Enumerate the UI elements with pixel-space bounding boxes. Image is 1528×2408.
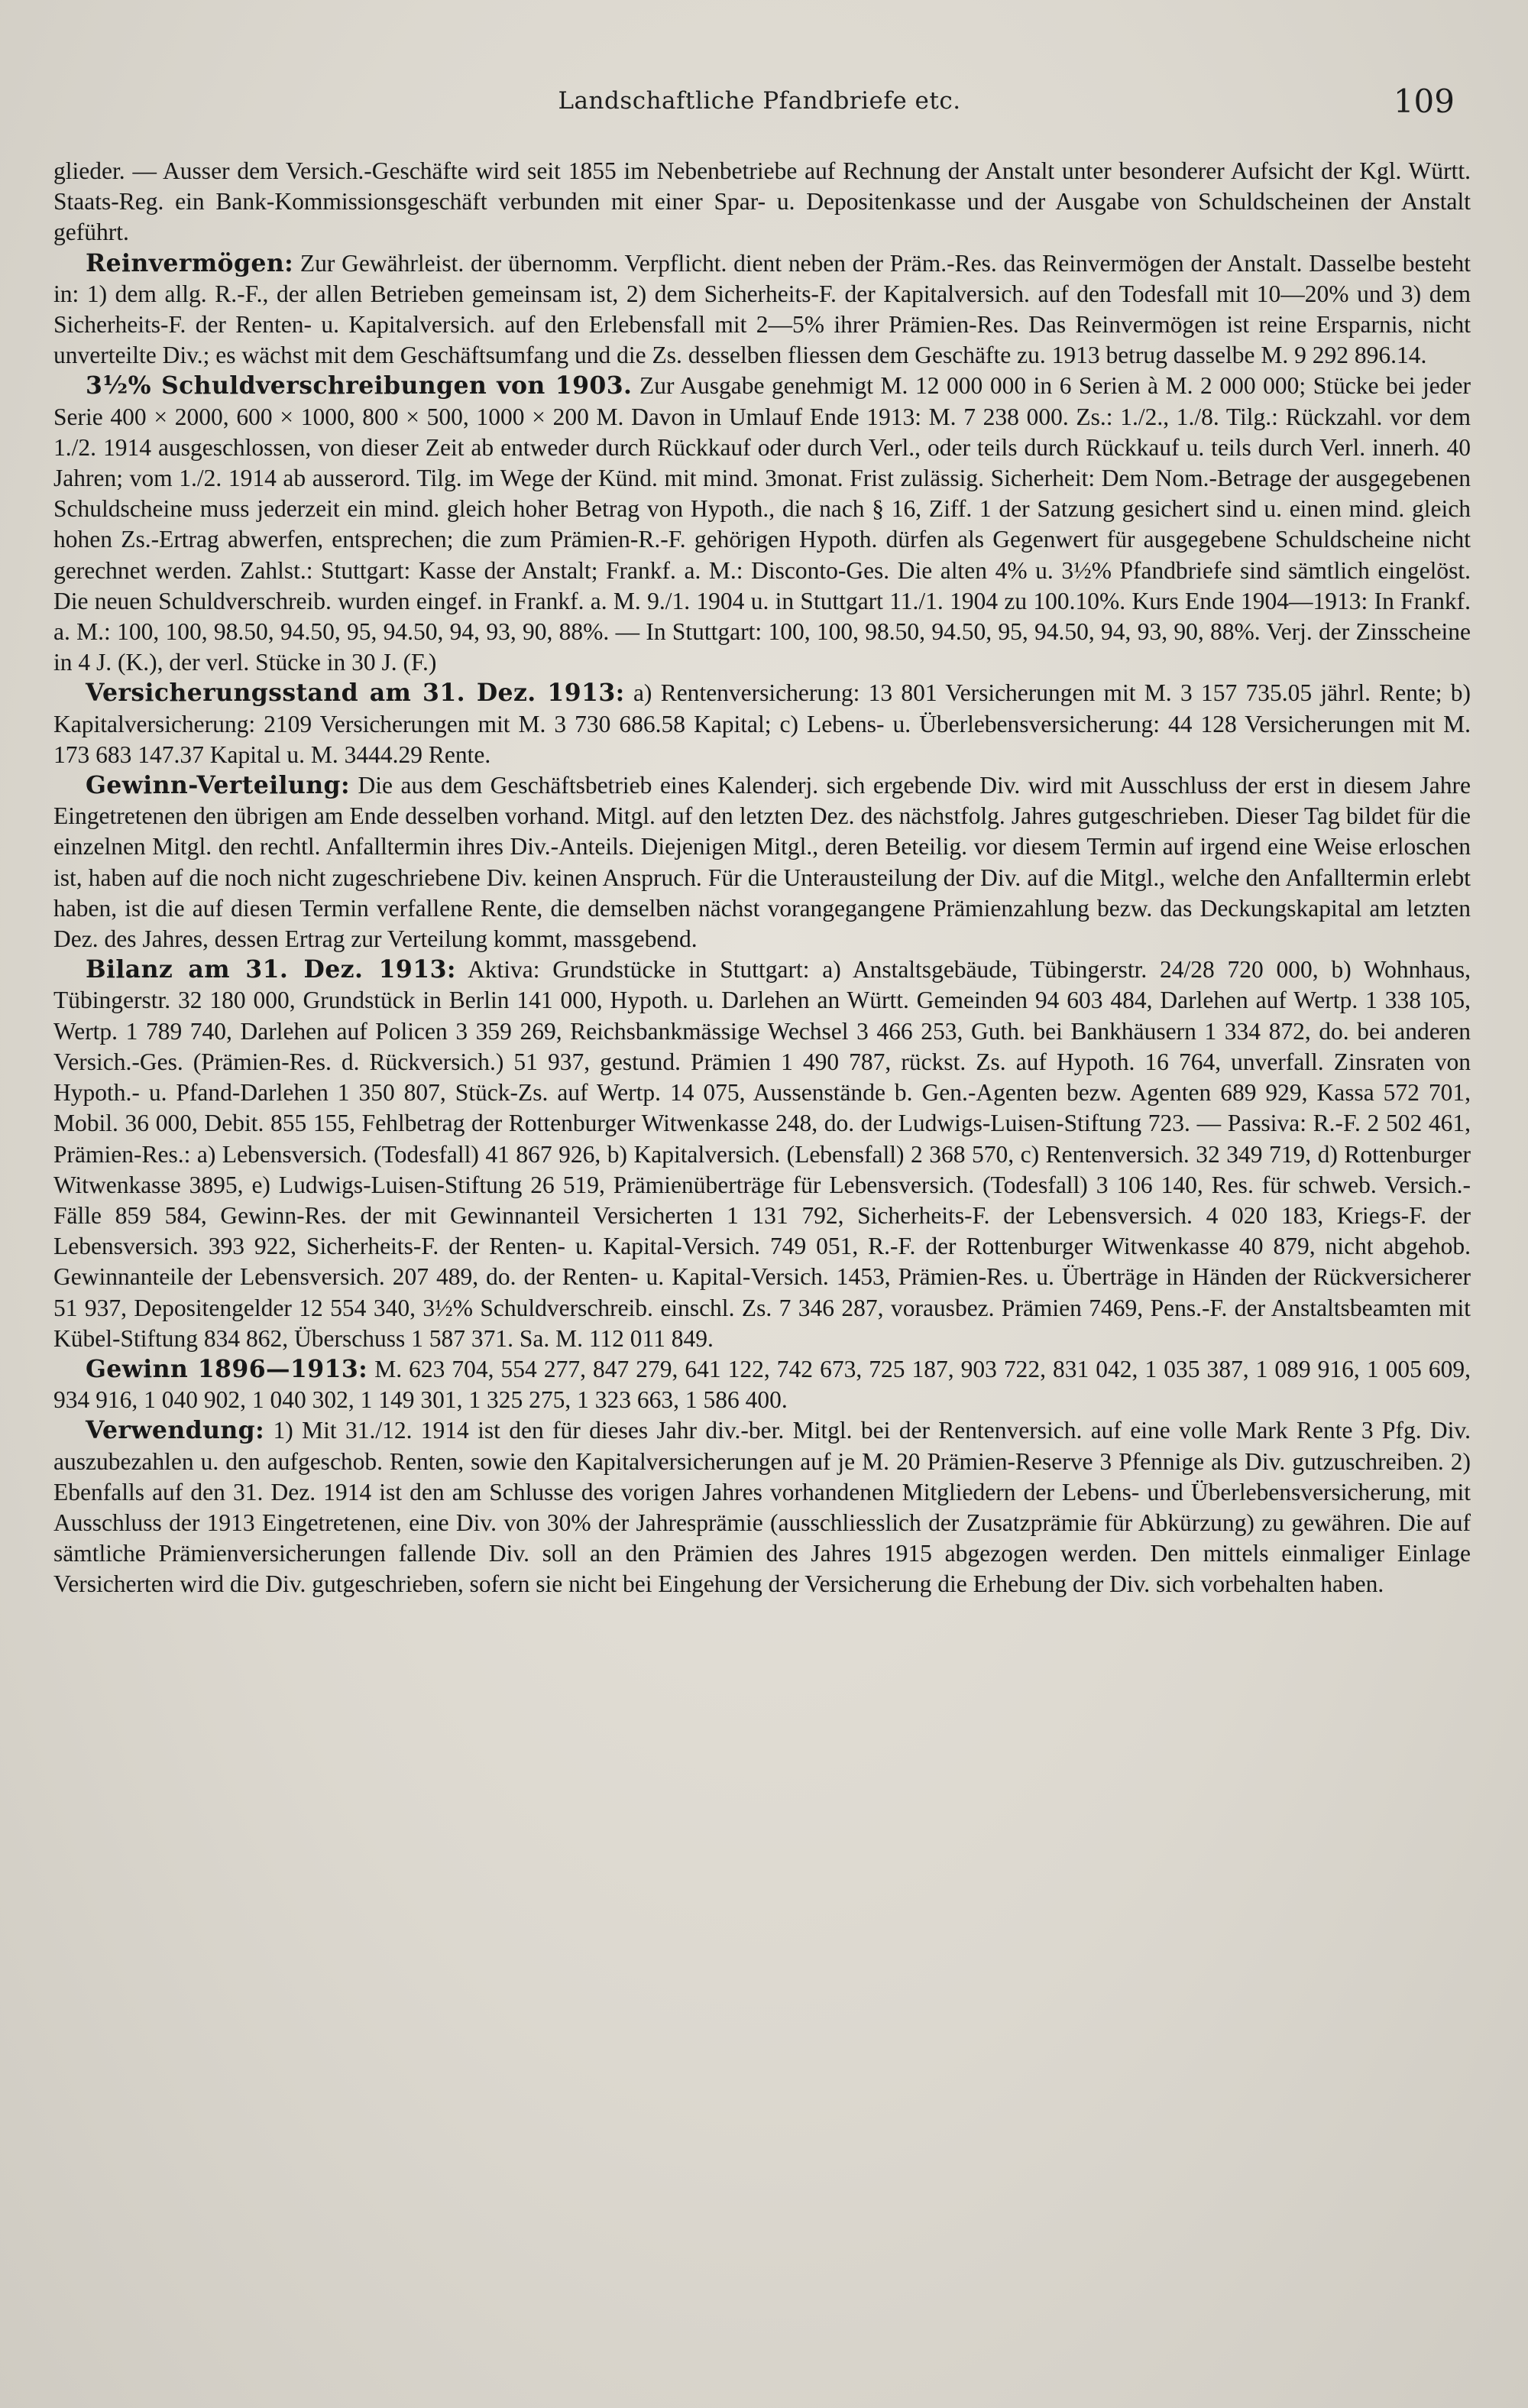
- paragraph-heading: Verwendung:: [86, 1416, 265, 1445]
- running-title: Landschaftliche Pfandbriefe etc.: [558, 87, 961, 115]
- page-number: 109: [1393, 83, 1455, 120]
- paragraph-heading: Gewinn-Verteilung:: [86, 771, 350, 800]
- paragraph-text: a) Rentenversicherung: 13 801 Versicherungen mit M. 3 157 735.05 jährl. Rente; b) Kapitalversicherung: 2109 Versicherungen mit M. 3 730 686.58 Kapital; c) Lebens- u. Überlebensversicherung: 44 128 Versicherungen mit M. 173 683 147.37 Kapital u. M. 3444.29 Rente.: [53, 679, 1471, 768]
- paragraph-text: M. 623 704, 554 277, 847 279, 641 122, 742 673, 725 187, 903 722, 831 042, 1 035 387, 1 089 916, 1 005 609, 934 916, 1 040 902, 1 040 302, 1 149 301, 1 325 275, 1 323 663, 1 586 400.: [53, 1355, 1471, 1414]
- paragraph-text: Zur Ausgabe genehmigt M. 12 000 000 in 6 Serien à M. 2 000 000; Stücke bei jeder Serie 400 × 2000, 600 × 1000, 800 × 500, 1000 × 200 M. Davon in Umlauf Ende 1913: M. 7 238 000. Zs.: 1./2., 1./8. Tilg.: Rückzahl. vor dem 1./2. 1914 ausgeschlossen, von dieser Zeit ab entweder durch Rückkauf oder durch Verl., oder teils durch Rückkauf u. teils durch Verl. innerh. 40 Jahren; vom 1./2. 1914 ab ausserord. Tilg. im Wege der Künd. mit mind. 3monat. Frist zulässig. Sicherheit: Dem Nom.-Betrage der ausgegebenen Schuldscheine muss jederzeit ein mind. gleich hoher Betrag von Hypoth., die nach § 16, Ziff. 1 der Satzung gesichert sind u. einen mind. gleich hohen Zs.-Ertrag abwerfen, entsprechen; die zum Prämien-R.-F. gehörigen Hypoth. dürfen als Gegenwert für ausgegebene Schuldscheine nicht gerechnet werden. Zahlst.: Stuttgart: Kasse der Anstalt; Frankf. a. M.: Disconto-Ges. Die alten 4% u. 3½% Pfandbriefe sind sämtlich eingelöst. Die neuen Schuldverschreib. wurden eingef. in Frankf. a. M. 9./1. 1904 u. in Stuttgart 11./1. 1904 zu 100.10%. Kurs Ende 1904—1913: In Frankf. a. M.: 100, 100, 98.50, 94.50, 95, 94.50, 94, 93, 90, 88%. — In Stuttgart: 100, 100, 98.50, 94.50, 95, 94.50, 94, 93, 90, 88%. Verj. der Zinsscheine in 4 J. (K.), der verl. Stücke in 30 J. (F.): [53, 372, 1471, 676]
- paragraph-text: glieder. — Ausser dem Versich.-Geschäfte wird seit 1855 im Nebenbetriebe auf Rechnung der Anstalt unter besonderer Aufsicht der Kgl. Württ. Staats-Reg. ein Bank-Kommissionsgeschäft verbunden mit einer Spar- u. Depositenkasse und der Ausgabe von Schuldscheinen der Anstalt geführt.: [53, 157, 1471, 246]
- paragraph-gewinn: [53, 1354, 1471, 1415]
- paragraph-heading: Reinvermögen:: [86, 248, 294, 277]
- paragraph-versicherungsstand: [53, 678, 1471, 770]
- body-text: [53, 156, 1471, 1600]
- paragraph-reinvermoegen: [53, 248, 1471, 371]
- paragraph-heading: 3½% Schuldverschreibungen von 1903.: [86, 371, 633, 400]
- paragraph-continuation: [53, 156, 1471, 248]
- paragraph-text: Die aus dem Geschäftsbetrieb eines Kalenderj. sich ergebende Div. wird mit Ausschluss der erst in diesem Jahre Eingetretenen den übrigen am Ende desselben vorhand. Mitgl. auf den letzten Dez. des nächstfolg. Jahres gutgeschrieben. Dieser Tag bildet für die einzelnen Mitgl. den rechtl. Anfalltermin ihres Div.-Anteils. Diejenigen Mitgl., deren Beteilig. vor diesem Termin auf irgend eine Weise erloschen ist, haben auf die noch nicht zugeschriebene Div. keinen Anspruch. Für die Unterausteilung der Div. auf die Mitgl., welche den Anfalltermin erlebt haben, ist die auf diesen Termin verfallene Rente, die demselben nächst vorangegangene Prämienzahlung bezw. das Deckungskapital am letzten Dez. des Jahres, dessen Ertrag zur Verteilung kommt, massgebend.: [53, 772, 1471, 953]
- page-header: [64, 83, 1455, 128]
- paragraph-text: Zur Gewährleist. der übernomm. Verpflicht. dient neben der Präm.-Res. das Reinvermögen der Anstalt. Dasselbe besteht in: 1) dem allg. R.-F., der allen Betrieben gemeinsam ist, 2) dem Sicherheits-F. der Kapitalversich. auf den Todesfall mit 10—20% und 3) dem Sicherheits-F. der Renten- u. Kapitalversich. auf den Erlebensfall mit 2—5% ihrer Prämien-Res. Das Reinvermögen ist reine Ersparnis, nicht unverteilte Div.; es wächst mit dem Geschäftsumfang und die Zs. desselben fliessen dem Geschäfte zu. 1913 betrug dasselbe M. 9 292 896.14.: [53, 249, 1471, 369]
- paragraph-text: 1) Mit 31./12. 1914 ist den für dieses Jahr div.-ber. Mitgl. bei der Rentenversich. auf eine volle Mark Rente 3 Pfg. Div. auszubezahlen u. den aufgeschob. Renten, sowie den Kapitalversicherungen auf je M. 20 Prämien-Reserve 3 Pfennige als Div. gutzuschreiben. 2) Ebenfalls auf den 31. Dez. 1914 ist den am Schlusse des vorigen Jahres vorhandenen Mitgliedern der Lebens- und Überlebensversicherung, mit Ausschluss der 1913 Eingetretenen, eine Div. von 30% der Jahresprämie (ausschliesslich der Zusatzprämie für Abkürzung) zu gewähren. Die auf sämtliche Prämienversicherungen fallende Div. soll an den Prämien des Jahres 1915 abgezogen werden. Den mittels einmaliger Einlage Versicherten wird die Div. gutgeschrieben, sofern sie nicht bei Eingehung der Versicherung die Erhebung der Div. sich vorbehalten haben.: [53, 1417, 1471, 1598]
- paragraph-text: Aktiva: Grundstücke in Stuttgart: a) Anstaltsgebäude, Tübingerstr. 24/28 720 000, b) Wohnhaus, Tübingerstr. 32 180 000, Grundstück in Berlin 141 000, Hypoth. u. Darlehen an Württ. Gemeinden 94 603 484, Darlehen auf Wertp. 1 338 105, Wertp. 1 789 740, Darlehen auf Policen 3 359 269, Reichsbankmässige Wechsel 3 466 253, Guth. bei Bankhäusern 1 334 872, do. bei anderen Versich.-Ges. (Prämien-Res. d. Rückversich.) 51 937, gestund. Prämien 1 490 787, rückst. Zs. auf Hypoth. 16 764, unverfall. Zinsraten von Hypoth.- u. Pfand-Darlehen 1 350 807, Stück-Zs. auf Wertp. 14 075, Aussenstände b. Gen.-Agenten bezw. Agenten 689 929, Kassa 572 701, Mobil. 36 000, Debit. 855 155, Fehlbetrag der Rottenburger Witwenkasse 248, do. der Ludwigs-Luisen-Stiftung 723. — Passiva: R.-F. 2 502 461, Prämien-Res.: a) Lebensversich. (Todesfall) 41 867 926, b) Kapitalversich. (Lebensfall) 2 368 570, c) Rentenversich. 32 349 719, d) Rottenburger Witwenkasse 3895, e) Ludwigs-Luisen-Stiftung 26 519, Prämienüberträge für Lebensversich. (Todesfall) 3 106 140, Res. für schweb. Versich.-Fälle 859 584, Gewinn-Res. der mit Gewinnanteil Versicherten 1 131 792, Sicherheits-F. der Lebensversich. 4 020 183, Kriegs-F. der Lebensversich. 393 922, Sicherheits-F. der Renten- u. Kapital-Versich. 749 051, R.-F. der Rottenburger Witwenkasse 40 879, nicht abgehob. Gewinnanteile der Lebensversich. 207 489, do. der Renten- u. Kapital-Versich. 1453, Prämien-Res. u. Überträge in Händen der Rückversicherer 51 937, Depositengelder 12 554 340, 3½% Schuldverschreib. einschl. Zs. 7 346 287, vorausbez. Prämien 7469, Pens.-F. der Anstaltsbeamten mit Kübel-Stiftung 834 862, Überschuss 1 587 371. Sa. M. 112 011 849.: [53, 956, 1471, 1352]
- paragraph-heading: Versicherungsstand am 31. Dez. 1913:: [86, 679, 625, 708]
- paragraph-bilanz: [53, 954, 1471, 1354]
- paragraph-heading: Gewinn 1896—1913:: [86, 1354, 368, 1383]
- paragraph-verwendung: [53, 1415, 1471, 1599]
- paragraph-gewinn-verteilung: [53, 770, 1471, 954]
- paragraph-schuldverschreibungen: [53, 371, 1471, 678]
- paragraph-heading: Bilanz am 31. Dez. 1913:: [86, 955, 456, 984]
